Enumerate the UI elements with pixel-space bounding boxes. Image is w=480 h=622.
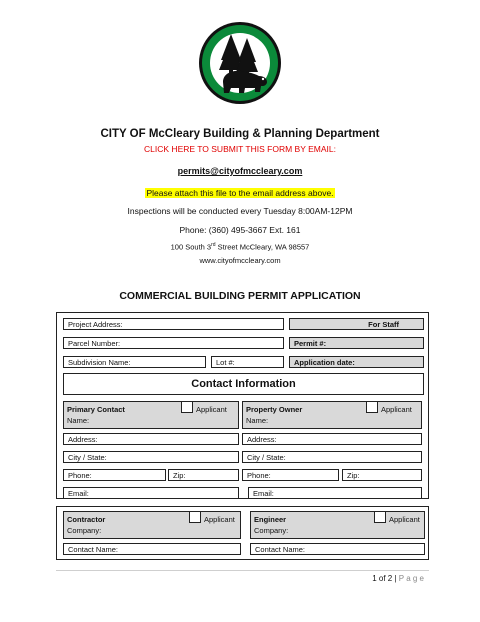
submit-email-link[interactable]: CLICK HERE TO SUBMIT THIS FORM BY EMAIL: — [144, 144, 336, 154]
owner-city-field[interactable]: City / State: — [242, 451, 422, 463]
owner-name-label: Name: — [246, 416, 269, 425]
bear-trees-logo-icon — [197, 20, 283, 106]
lot-number-field[interactable]: Lot #: — [211, 356, 284, 368]
address-part-1: 100 South 3 — [170, 242, 212, 252]
contractor-contact-name-field[interactable]: Contact Name: — [63, 543, 241, 555]
owner-address-field[interactable]: Address: — [242, 433, 422, 445]
engineer-company-label: Company: — [254, 526, 289, 535]
contractor-applicant-checkbox[interactable] — [189, 511, 201, 523]
primary-applicant-checkbox[interactable] — [181, 401, 193, 413]
contractor-title: Contractor — [67, 515, 106, 524]
property-owner-title: Property Owner — [246, 405, 303, 414]
primary-applicant-label: Applicant — [196, 405, 227, 414]
parcel-number-field[interactable]: Parcel Number: — [63, 337, 284, 349]
for-staff-label: For Staff — [368, 320, 399, 329]
street-address — [0, 242, 480, 252]
phone-number: Phone: (360) 495-3667 Ext. 161 — [179, 225, 301, 235]
address-superscript: rd — [211, 242, 216, 248]
project-address-field[interactable]: Project Address: — [63, 318, 284, 330]
primary-email-field[interactable]: Email: — [63, 487, 239, 499]
contractor-applicant-label: Applicant — [204, 515, 235, 524]
owner-email-field[interactable]: Email: — [248, 487, 422, 499]
address-part-2: Street McCleary, WA 98557 — [215, 242, 310, 252]
primary-address-field[interactable]: Address: — [63, 433, 239, 445]
primary-zip-field[interactable]: Zip: — [168, 469, 239, 481]
engineer-applicant-checkbox[interactable] — [374, 511, 386, 523]
attach-note — [0, 183, 480, 201]
owner-zip-field[interactable]: Zip: — [342, 469, 422, 481]
primary-name-label: Name: — [67, 416, 90, 425]
attach-note-text: Please attach this file to the email address above. — [146, 188, 334, 198]
owner-applicant-label: Applicant — [381, 405, 412, 414]
owner-phone-field[interactable]: Phone: — [242, 469, 339, 481]
email-link[interactable]: permits@cityofmccleary.com — [177, 166, 303, 176]
application-date-field[interactable]: Application date: — [289, 356, 424, 368]
form-title: COMMERCIAL BUILDING PERMIT APPLICATION — [119, 290, 361, 302]
primary-contact-title: Primary Contact — [67, 405, 125, 414]
primary-phone-field[interactable]: Phone: — [63, 469, 166, 481]
page-word: P a g e — [398, 574, 424, 583]
permit-number-field[interactable]: Permit #: — [289, 337, 424, 349]
owner-applicant-checkbox[interactable] — [366, 401, 378, 413]
page-number — [372, 574, 424, 583]
website-url: www.cityofmccleary.com — [199, 256, 281, 265]
department-title: CITY OF McCleary Building & Planning Department — [100, 128, 380, 140]
city-logo — [197, 20, 283, 106]
engineer-applicant-label: Applicant — [389, 515, 420, 524]
engineer-title: Engineer — [254, 515, 287, 524]
page-separator: | — [392, 574, 399, 583]
engineer-contact-name-field[interactable]: Contact Name: — [250, 543, 425, 555]
contractor-company-label: Company: — [67, 526, 102, 535]
for-staff-header — [289, 318, 424, 330]
subdivision-field[interactable]: Subdivision Name: — [63, 356, 206, 368]
inspection-schedule: Inspections will be conducted every Tuesday 8:00AM-12PM — [127, 206, 353, 216]
page-count: 1 of 2 — [372, 574, 393, 583]
footer-rule — [56, 570, 429, 571]
contact-info-heading: Contact Information — [63, 373, 424, 395]
primary-city-field[interactable]: City / State: — [63, 451, 239, 463]
